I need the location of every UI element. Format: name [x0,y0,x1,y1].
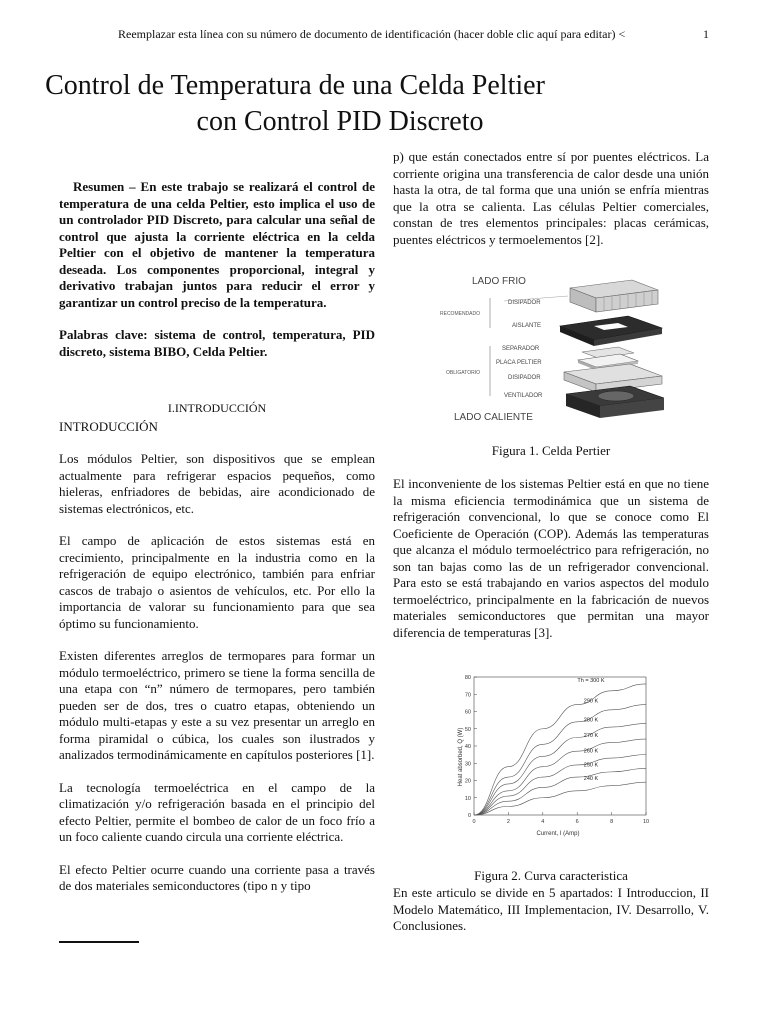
fig1-label-aislante: AISLANTE [512,323,542,329]
title-line-1: Control de Temperatura de una Celda Peltier [45,70,545,101]
series-label: 270 K [583,733,599,740]
series-label: 290 K [583,698,599,705]
series-line [474,684,646,815]
series-label: 260 K [583,748,599,755]
series-label: 250 K [583,762,599,769]
paragraph: El efecto Peltier ocurre cuando una corriente pasa a través de dos materiales semiconductores (tipo n y tipo [59,861,375,893]
peltier-cell-figure [432,268,674,428]
paragraph: p) que están conectados entre sí por puentes eléctricos. La corriente origina una transferencia de calor desde una unión hasta la otra, de tal forma que una unión se enfría mientras que la otra se calienta. Las células Peltier comerciales, constan de tres elementos principales: placas cerámicas, puentes eléctricos y termoelementos [2]. [393,149,709,247]
series-line [474,755,646,815]
y-tick-label: 10 [464,795,471,802]
right-column-middle [393,476,709,641]
title-line-2: con Control PID Discreto [196,106,484,137]
keywords: Palabras clave: sistema de control, temperatura, PID discreto, sistema BIBO, Celda Peltier. [59,327,375,359]
section-subheading: INTRODUCCIÓN [59,418,158,434]
fig1-label-top: LADO FRIO [472,276,526,287]
right-column-top [393,149,709,248]
y-tick-label: 50 [464,726,471,733]
paper-title [0,68,590,140]
fig1-label-bottom: LADO CALIENTE [454,412,533,423]
paragraph: Los módulos Peltier, son dispositivos que se emplean actualmente para refrigerar espacios pequeños, como hieleras, enfriadores de bebidas, aire acondicionado de sistemas electrónicos, etc. [59,451,375,516]
footnote-rule [59,941,139,943]
paragraph: La tecnología termoeléctrica en el campo de la climatización y/o refrigeración basada en el principio del efecto Peltier, permite el bombeo de calor de un foco frío a un foco caliente cuando circula una corriente eléctrica. [59,779,375,844]
paragraph: El campo de aplicación de estos sistemas está en crecimiento, principalmente en la industria como en la refrigeración de equipo electrónico, también para enfriar cascos de trabajo o asientos de vehículos, etc. Por ello la importancia de valorar su funcionamiento para que sea óptimo su funcionamiento. [59,533,375,631]
fig1-label-obligatorio: OBLIGATORIO [446,370,480,376]
series-line [474,768,646,815]
chart-xlabel: Current, I (Amp) [536,831,580,837]
series-label: 280 K [583,717,599,724]
fig1-label-disipador2: DISIPADOR [508,375,541,381]
abstract: Resumen – En este trabajo se realizará el control de temperatura de una celda Peltier, esto implica el uso de un controlador PID Discreto, para calcular una señal de control que ajusta la corriente eléctrica en la celda Peltier con el objetivo de mantener la temperatura deseada. Los componentes proporcional, integral y derivativo trabajan juntos para reducir el error y garantizar un control preciso de la temperatura. [59,179,375,310]
y-tick-label: 40 [464,744,471,750]
section-heading: I.INTRODUCCIÓN [167,401,267,415]
series-line [474,705,646,815]
paragraph: El inconveniente de los sistemas Peltier está en que no tiene la misma eficiencia termodinámica que un sistema de refrigeración convencional, lo que se conoce como El Coeficiente de Operación (COP). Además las temperaturas que alcanza el módulo termoeléctrico para refrigeración, no son tan bajas como las de un refrigerador convencional. Para esto se está trabajando en varios aspectos del modulo termoeléctrico, principalmente en la fabricación de nuevos materiales semiconductores que permitan una mayor diferencia de temperaturas [3]. [393,476,709,640]
running-header: Reemplazar esta línea con su número de documento de identificación (hacer doble clic aquí para editar) < [118,27,626,41]
series-label: 240 K [583,776,599,783]
x-tick-label: 6 [575,819,579,825]
right-column-bottom [393,885,709,935]
fig1-label-recomendado: RECOMENDADO [440,311,481,317]
chart-ylabel: Heat absorbed, Q (W) [458,727,464,787]
x-tick-label: 8 [610,819,614,825]
series-line [474,739,646,815]
fig1-label-placa: PLACA PELTIER [496,360,542,366]
y-tick-label: 20 [464,778,471,785]
figure1-caption: Figura 1. Celda Pertier [491,443,611,458]
y-tick-label: 0 [467,813,471,819]
x-tick-label: 2 [506,819,510,825]
series-line [474,724,646,815]
y-tick-label: 70 [464,692,471,699]
page-number: 1 [703,27,709,41]
y-tick-label: 30 [464,761,471,768]
y-tick-label: 60 [464,709,471,716]
fig1-label-separador: SEPARADOR [502,346,540,352]
series-label: Th = 300 K [577,677,605,684]
fig1-label-ventilador: VENTILADOR [504,393,543,399]
figure2-caption: Figura 2. Curva caracteristica [474,868,628,883]
fig1-label-disipador: DISIPADOR [508,300,541,306]
x-tick-label: 10 [642,819,650,825]
paragraph: En este articulo se divide en 5 apartados: I Introduccion, II Modelo Matemático, III Implementacion, IV. Desarrollo, V. Conclusiones. [393,885,709,933]
y-tick-label: 80 [464,675,471,681]
paragraph: Existen diferentes arreglos de termopares para formar un módulo termoeléctrico, primero se tiene la forma sencilla de una etapa con “n” número de termopares, pero también pueden ser de dos, tres o cuatro etapas, obteniendo un módulo multi-etapas y este a su vez presentar un arreglo en forma piramidal o cúbica, los cuales son ilustrados y analizados termodinámicamente en capítulos posteriores [1]. [59,648,375,762]
characteristic-curve-chart [444,665,656,843]
x-tick-label: 4 [541,819,545,825]
left-column [59,179,375,895]
x-tick-label: 0 [472,819,476,825]
